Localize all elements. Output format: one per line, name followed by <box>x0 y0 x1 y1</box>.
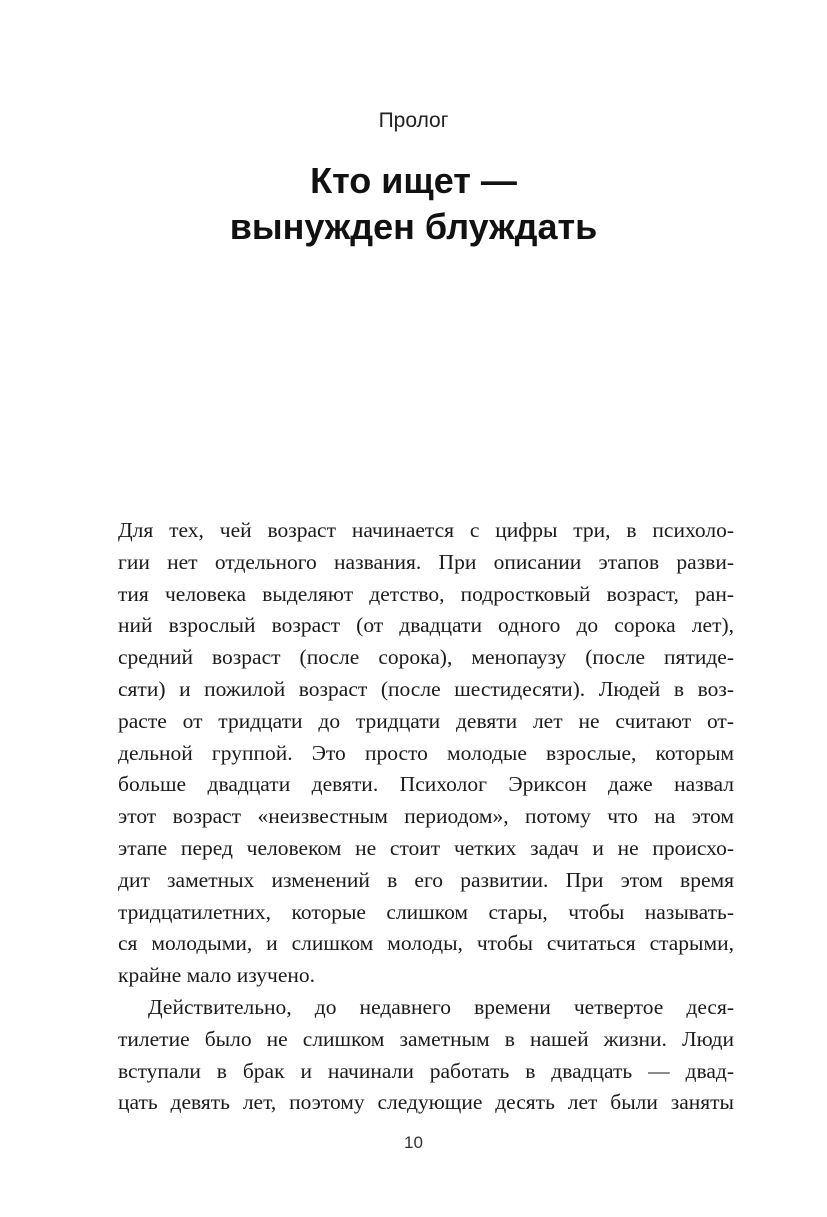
text-line: расте от тридцати до тридцати девяти лет не считают от- <box>118 708 734 733</box>
text-line: средний возраст (после сорока), менопаузу (после пятиде- <box>118 645 734 670</box>
paragraph-2 <box>118 992 734 1119</box>
text-line: больше двадцати девяти. Психолог Эриксон даже назвал <box>118 772 734 797</box>
text-line: дельной группой. Это просто молодые взрослые, которым <box>118 740 734 765</box>
page-number: 10 <box>404 1133 423 1152</box>
text-line: гии нет отдельного названия. При описании этапов разви- <box>118 549 734 574</box>
chapter-title-line-2: вынужден блуждать <box>229 206 598 247</box>
chapter-label: Пролог <box>378 109 449 132</box>
paragraph-1 <box>118 515 734 992</box>
chapter-title-line-1: Кто ищет — <box>310 160 517 201</box>
text-line: тилетие было не слишком заметным в нашей жизни. Люди <box>118 1026 734 1051</box>
text-line: дит заметных изменений в его развитии. При этом время <box>118 867 734 892</box>
text-line: цать девять лет, поэтому следующие десять лет были заняты <box>118 1090 734 1115</box>
text-line: ся молодыми, и слишком молоды, чтобы считаться старыми, <box>118 931 734 956</box>
text-line: тридцатилетних, которые слишком стары, чтобы называть- <box>118 899 734 924</box>
text-line: Для тех, чей возраст начинается с цифры три, в психоло- <box>118 518 734 542</box>
text-line: крайне мало изучено. <box>118 963 315 988</box>
text-line: тия человека выделяют детство, подростковый возраст, ран- <box>118 581 734 606</box>
text-line: этапе перед человеком не стоит четких задач и не происхо- <box>118 835 734 860</box>
text-line: Действительно, до недавнего времени четвертое деся- <box>148 994 734 1019</box>
text-line: этот возраст «неизвестным периодом», потому что на этом <box>118 804 734 829</box>
chapter-title <box>0 158 827 250</box>
body-text <box>118 515 734 1119</box>
text-line: ний взрослый возраст (от двадцати одного до сорока лет), <box>118 613 734 638</box>
text-line: вступали в брак и начинали работать в двадцать — двад- <box>118 1058 734 1083</box>
text-line: сяти) и пожилой возраст (после шестидесяти). Людей в воз- <box>118 676 734 701</box>
